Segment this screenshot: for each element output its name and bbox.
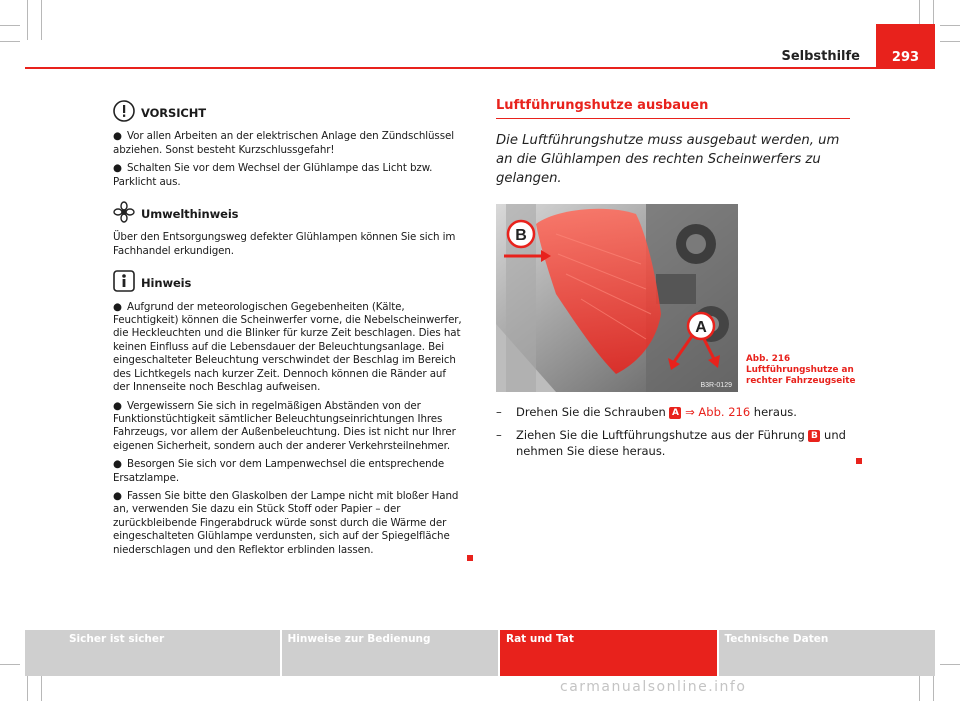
bullet: ● <box>113 458 122 471</box>
caution-title: VORSICHT <box>141 105 206 120</box>
step-text-post: und nehmen Sie diese heraus. <box>516 428 846 458</box>
flower-icon <box>113 201 135 227</box>
step-text-pre: Drehen Sie die Schrauben <box>516 405 670 419</box>
watermark: carmanualsonline.info <box>560 679 747 695</box>
note-text: Fassen Sie bitte den Glaskolben der Lampe nicht mit bloßer Hand an, verwenden Sie dazu ein Stück Stoff oder Papier – der zurückbleibende Fingerabdruck würde sonst durch die Wärme der eingeschalteten Glühlampe verdunsten, sich auf der Spiegelfläche niederschlagen und den Reflektor erblinden lassen. <box>113 489 459 556</box>
intro-text: Die Luftführungshutze muss ausgebaut werden, um an die Glühlampen des rechten Scheinwerfers zu gelangen. <box>496 133 840 186</box>
end-square <box>467 555 473 561</box>
environment-text: Über den Entsorgungsweg defekter Glühlampen können Sie sich im Fachhandel erkundigen. <box>113 231 456 257</box>
caution-header <box>113 100 465 126</box>
step-item <box>496 427 850 459</box>
note-text: Besorgen Sie sich vor dem Lampenwechsel die entsprechende Ersatzlampe. <box>113 458 445 484</box>
caution-text: Schalten Sie vor dem Wechsel der Glühlampe das Licht bzw. Parklicht aus. <box>113 162 433 188</box>
left-column <box>113 100 465 577</box>
section-heading: Luftführungshutze ausbauen <box>496 98 850 119</box>
note-text: Vergewissern Sie sich in regelmäßigen Abständen von der Funktionstüchtigkeit sämtlicher Beleuchtungseinrichtungen Ihres Fahrzeugs, vor allem der Außenbeleuchtung. Dies ist nicht nur Ihrer eigenen Sicherheit, sondern auch der anderer Verkehrsteilnehmer. <box>113 399 456 452</box>
environment-title: Umwelthinweis <box>141 206 239 221</box>
figure-caption: Abb. 216 Luftführungshutze an rechter Fahrzeugseite <box>746 354 856 386</box>
footer-tab-sicher[interactable]: Sicher ist sicher <box>25 630 282 676</box>
bullet: ● <box>113 300 122 313</box>
badge-a: A <box>669 407 681 419</box>
note-item <box>113 400 465 454</box>
crop-mark <box>940 664 960 665</box>
step-dash: – <box>496 405 502 419</box>
callout-b: B <box>515 227 527 244</box>
caution-item <box>113 130 465 157</box>
callout-a: A <box>695 319 707 336</box>
info-icon <box>113 270 135 296</box>
caution-item <box>113 162 465 189</box>
header-rule <box>25 67 935 69</box>
footer-tab-hinweise[interactable]: Hinweise zur Bedienung <box>282 630 501 676</box>
note-section <box>113 270 465 565</box>
crop-mark <box>940 41 960 42</box>
step-text <box>516 427 850 459</box>
page-number-box <box>876 24 935 69</box>
note-item <box>113 458 465 485</box>
figure-code: B3R-0129 <box>700 382 732 389</box>
note-item <box>113 490 465 557</box>
right-column <box>496 98 856 468</box>
crop-mark <box>0 25 20 26</box>
step-text-post: heraus. <box>750 405 797 419</box>
footer-tab-technische-daten[interactable]: Technische Daten <box>719 630 936 676</box>
crop-mark <box>0 664 20 665</box>
environment-section <box>113 201 465 258</box>
bullet: ● <box>113 162 122 175</box>
caution-text: Vor allen Arbeiten an der elektrischen Anlage den Zündschlüssel abziehen. Sonst besteht Kurzschlussgefahr! <box>113 130 454 156</box>
bullet: ● <box>113 399 122 412</box>
crop-mark <box>0 41 20 42</box>
step-item <box>496 404 850 420</box>
environment-header <box>113 201 465 227</box>
caution-section <box>113 100 465 189</box>
exclamation-circle-icon <box>113 100 135 126</box>
crop-mark <box>940 25 960 26</box>
footer-tab-rat-und-tat[interactable]: Rat und Tat <box>500 630 719 676</box>
footer-nav <box>25 630 935 676</box>
note-text: Aufgrund der meteorologischen Gegebenheiten (Kälte, Feuchtigkeit) können die Scheinwerfer vorne, die Nebelscheinwerfer, die Heckleuchten und die Blinker für kurze Zeit beschlagen. Dies hat keinen Einfluss auf die Lebensdauer der Beleuchtungsanlage. Bei eingeschalteter Beleuchtung verschwindet der Beschlag im Bereich des Lichtkegels nach kurzer Zeit. Dennoch können die Ränder auf der Innenseite noch Beschlag aufweisen. <box>113 300 462 394</box>
step-dash: – <box>496 428 502 442</box>
figure-link[interactable]: ⇒ Abb. 216 <box>681 405 751 419</box>
step-text <box>516 404 797 420</box>
note-title: Hinweis <box>141 275 192 290</box>
end-square <box>856 458 862 464</box>
badge-b: B <box>808 430 820 442</box>
bullet: ● <box>113 489 122 502</box>
section-title: Selbsthilfe <box>781 49 860 64</box>
steps-list <box>496 404 850 468</box>
page-number: 293 <box>891 50 920 65</box>
engine-bay-photo <box>496 204 738 392</box>
bullet: ● <box>113 130 122 143</box>
crop-mark <box>27 0 28 40</box>
note-header <box>113 270 465 296</box>
step-text-pre: Ziehen Sie die Luftführungshutze aus der Führung <box>516 428 809 442</box>
note-item <box>113 301 465 395</box>
figure <box>496 204 856 394</box>
crop-mark <box>41 0 42 40</box>
